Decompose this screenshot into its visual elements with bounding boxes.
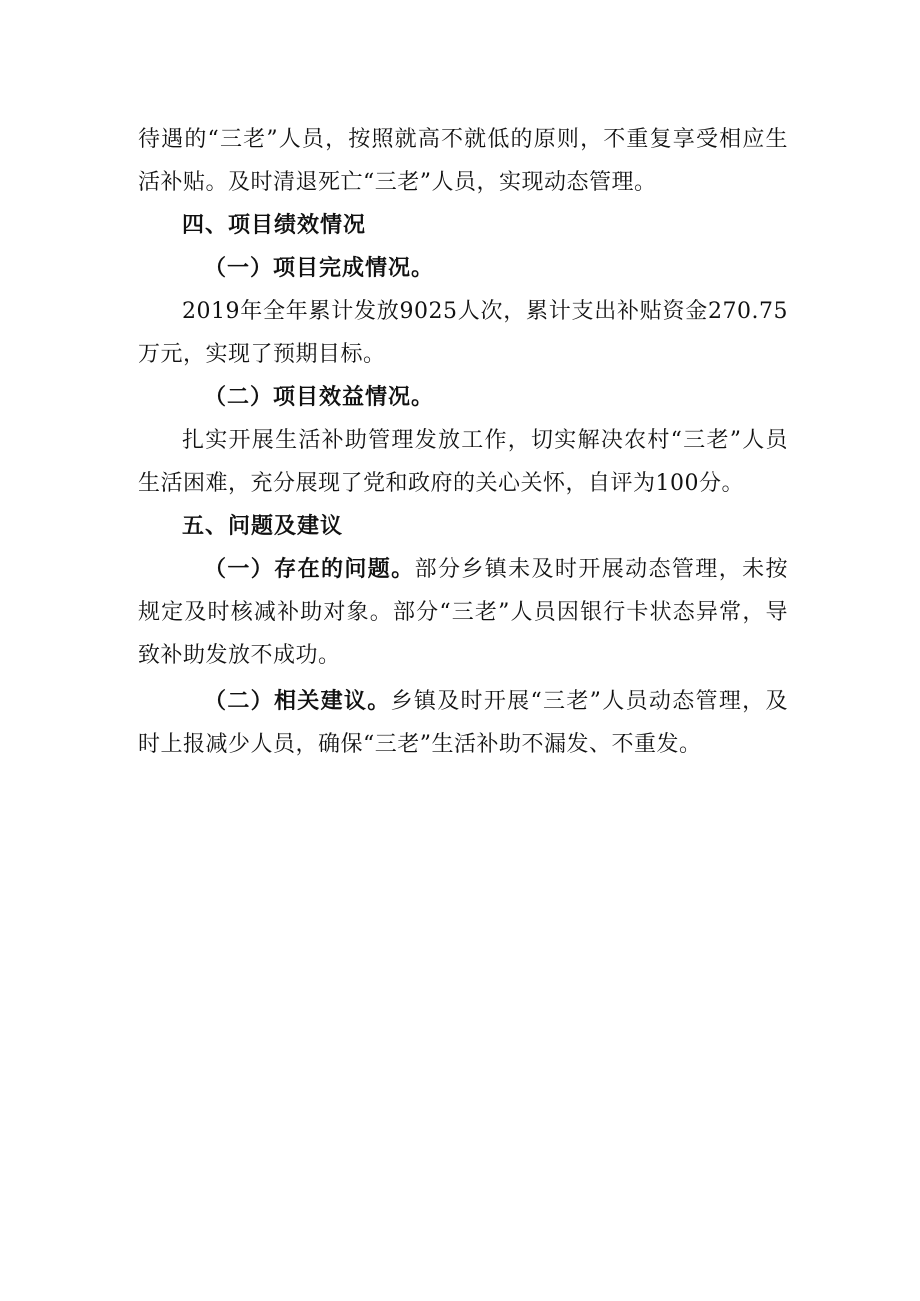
- document-page: [138, 118, 788, 766]
- paragraph-continued: 待遇的“三老”人员，按照就高不就低的原则，不重复享受相应生活补贴。及时清退死亡“三老”人员，实现动态管理。: [138, 127, 788, 195]
- section-5-2-paragraph: [138, 680, 788, 766]
- section-5-heading: 五、问题及建议: [182, 513, 344, 539]
- section-5-1-text: 部分乡镇未及时开展动态管理，未按规定及时核减补助对象。部分“三老”人员因银行卡状态异常，导致补助发放不成功。: [138, 557, 788, 668]
- section-4-heading: 四、项目绩效情况: [182, 212, 367, 238]
- section-4-1-heading: （一）项目完成情况。: [204, 255, 435, 281]
- section-4-1-paragraph: 2019年全年累计发放9025人次，累计支出补贴资金270.75万元，实现了预期目标。: [138, 299, 788, 367]
- section-5-1-paragraph: [138, 548, 788, 677]
- section-4-2-heading: （二）项目效益情况。: [204, 384, 435, 410]
- section-5-1-lead: （一）存在的问题。: [204, 556, 415, 582]
- section-5-2-lead: （二）相关建议。: [204, 688, 391, 714]
- section-5-2-text: 乡镇及时开展“三老”人员动态管理，及时上报减少人员，确保“三老”生活补助不漏发、不重发。: [138, 689, 788, 757]
- section-4-2-paragraph: 扎实开展生活补助管理发放工作，切实解决农村“三老”人员生活困难，充分展现了党和政府的关心关怀，自评为100分。: [138, 428, 788, 496]
